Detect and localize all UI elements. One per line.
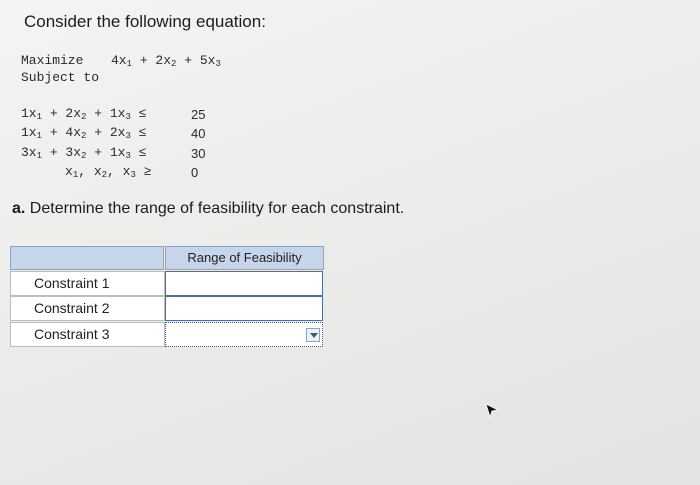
objective-expression: $4x_1 + 2x_2 + 5x_3$ [111,53,221,69]
range-input-constraint-1[interactable] [165,271,323,296]
constraint-3-rhs: 30 [191,146,206,161]
nonnegativity-lhs: $x_1$, $x_2$, $x_3$ ≥ [65,164,152,180]
range-input-constraint-3[interactable] [165,322,323,347]
objective-line [21,53,221,69]
table-header-blank [10,246,164,270]
row-label-constraint-2: Constraint 2 [10,296,165,321]
row-label-constraint-3: Constraint 3 [10,322,165,347]
feasibility-table [10,246,324,348]
table-header-range: Range of Feasibility [165,246,324,270]
constraint-2-rhs: 40 [191,126,206,141]
constraint-1-lhs: $1x_1 + 2x_2 + 1x_3$ ≤ [21,106,147,122]
constraint-2-lhs: $1x_1 + 4x_2 + 2x_3$ ≤ [21,125,147,141]
constraint-3-lhs: $3x_1 + 3x_2 + 1x_3$ ≤ [21,145,147,161]
dropdown-arrow-icon[interactable] [306,328,320,342]
range-input-constraint-2[interactable] [165,296,323,321]
maximize-keyword: Maximize [21,53,84,68]
constraint-1-rhs: 25 [191,107,206,122]
table-row [10,271,324,296]
table-row [10,322,324,347]
row-label-constraint-1: Constraint 1 [10,271,165,296]
table-row [10,296,324,321]
question-a: a. Determine the range of feasibility for each constraint. [12,200,405,217]
cursor-arrow-icon [484,402,500,418]
prompt-text: Consider the following equation: [24,12,266,31]
nonnegativity-rhs: 0 [191,165,199,180]
subject-to-label: Subject to [21,70,100,85]
